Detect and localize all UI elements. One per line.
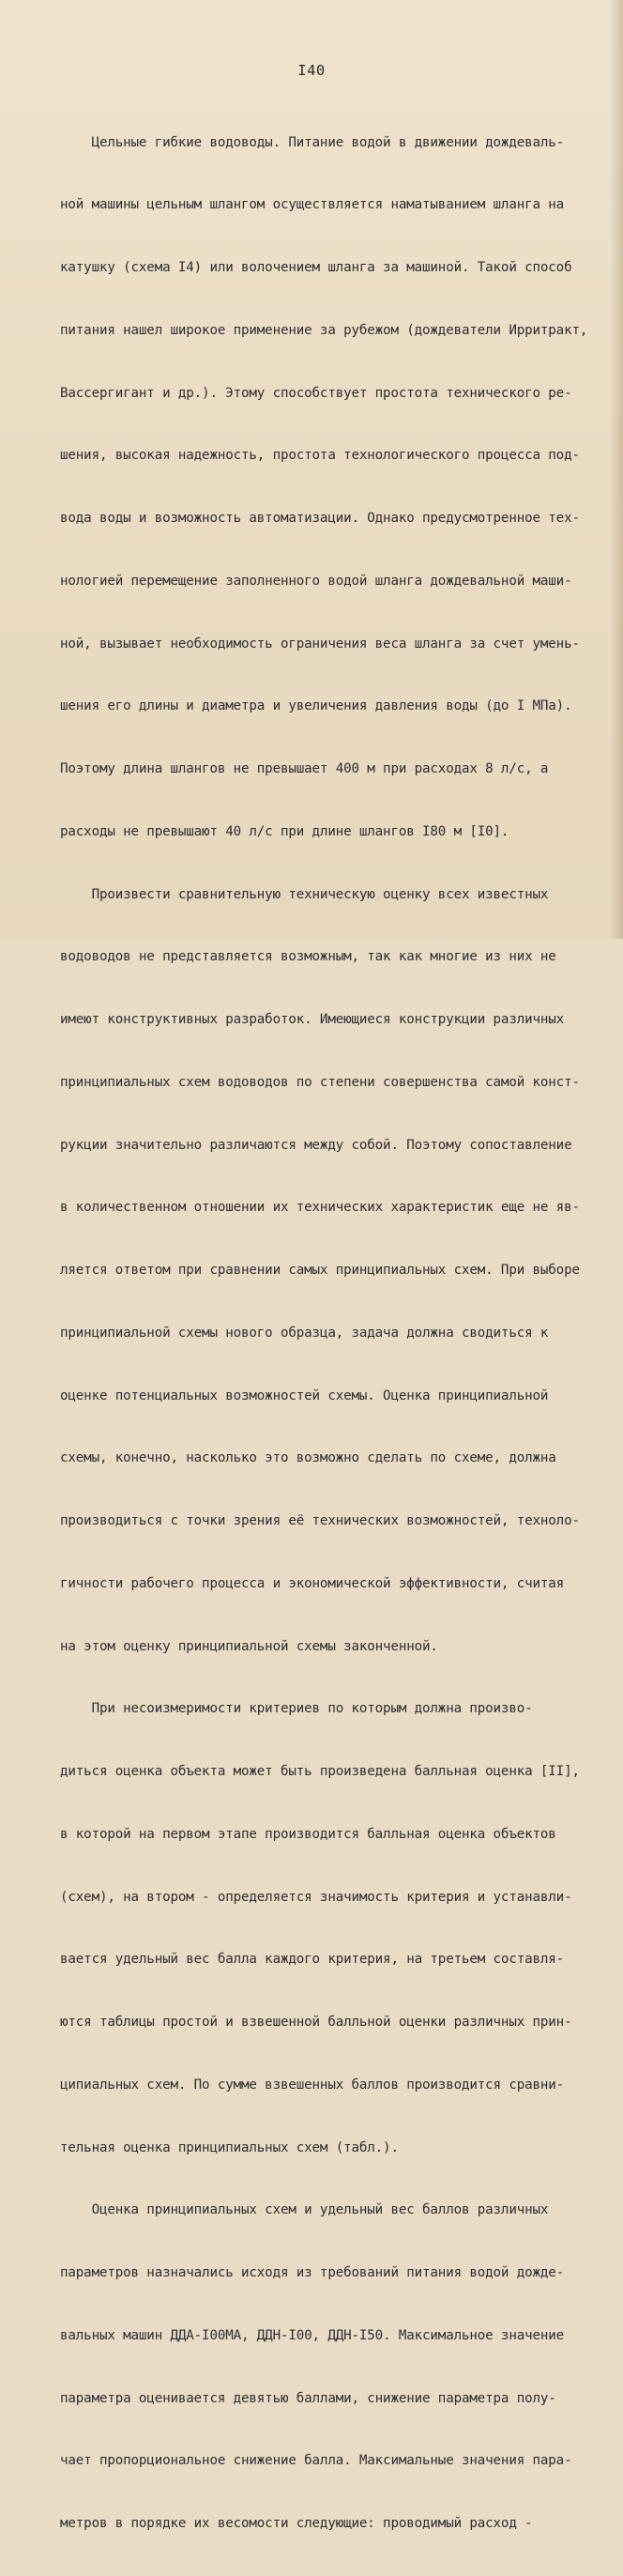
text-line: в количественном отношении их технических характеристик еще не яв-	[60, 1200, 580, 1216]
text-line: оценке потенциальных возможностей схемы. Оценка принципиальной	[60, 1388, 549, 1403]
text-line: шения, высокая надежность, простота технологического процесса под-	[60, 448, 580, 464]
text-line: расходы не превышают 40 л/с при длине шлангов I80 м [I0].	[60, 823, 509, 839]
text-line: метров в порядке их весомости следующие: проводимый расход -	[60, 2516, 533, 2531]
text-line: катушку (схема I4) или волочением шланга за машиной. Такой способ	[60, 260, 572, 275]
text-line: принципиальной схемы нового образца, задача должна сводиться к	[60, 1325, 549, 1341]
text-line: Вассергигант и др.). Этому способствует простота технического ре-	[60, 385, 572, 401]
text-line: вается удельный вес балла каждого критерия, на третьем составля-	[60, 1952, 565, 1968]
text-line: Произвести сравнительную техническую оценку всех известных	[60, 886, 549, 902]
text-line: ются таблицы простой и взвешенной балльной оценки различных прин-	[60, 2015, 572, 2030]
text-line: При несоизмеримости критериев по которым должна произво-	[60, 1701, 533, 1717]
text-line: рукции значительно различаются между собой. Поэтому сопоставление	[60, 1137, 572, 1153]
page-number: I40	[297, 62, 326, 79]
text-line: ципиальных схем. По сумме взвешенных баллов производится сравни-	[60, 2077, 565, 2093]
text-line: производиться с точки зрения её технических возможностей, техноло-	[60, 1513, 580, 1528]
body-text	[60, 90, 588, 2576]
text-line: Цельные гибкие водоводы. Питание водой в движении дождеваль-	[60, 134, 565, 150]
text-line: Оценка принципиальных схем и удельный вес баллов различных	[60, 2202, 549, 2218]
text-line: имеют конструктивных разработок. Имеющиеся конструкции различных	[60, 1012, 565, 1027]
text-line: гичности рабочего процесса и экономической эффективности, считая	[60, 1575, 565, 1591]
text-line: шения его длины и диаметра и увеличения давления воды (до I МПа).	[60, 698, 572, 714]
text-line: Поэтому длина шлангов не превышает 400 м при расходах 8 л/с, а	[60, 761, 549, 776]
text-line: питания нашел широкое применение за рубежом (дождеватели Ирритракт,	[60, 322, 588, 338]
text-line: ной машины цельным шлангом осуществляется наматыванием шланга на	[60, 197, 565, 213]
text-line: водоводов не представляется возможным, так как многие из них не	[60, 949, 556, 965]
text-line: вода воды и возможность автоматизации. Однако предусмотренное тех-	[60, 511, 580, 526]
text-line: тельная оценка принципиальных схем (табл.).	[60, 2139, 399, 2155]
text-line: в которой на первом этапе производится балльная оценка объектов	[60, 1826, 556, 1842]
text-line: параметра оценивается девятью баллами, снижение параметра полу-	[60, 2390, 556, 2406]
text-line: схемы, конечно, насколько это возможно сделать по схеме, должна	[60, 1450, 556, 1466]
text-line: вальных машин ДДА-I00МА, ДДН-I00, ДДН-I50. Максимальное значение	[60, 2327, 565, 2343]
text-line: диться оценка объекта может быть произведена балльная оценка [II],	[60, 1764, 580, 1779]
text-line: ной, вызывает необходимость ограничения веса шланга за счет умень-	[60, 636, 580, 652]
text-line: принципиальных схем водоводов по степени совершенства самой конст-	[60, 1074, 580, 1090]
text-line: на этом оценку принципиальной схемы законченной.	[60, 1638, 438, 1654]
text-line: нологией перемещение заполненного водой шланга дождевальной маши-	[60, 573, 572, 589]
text-line: параметров назначались исходя из требований питания водой дожде-	[60, 2265, 565, 2280]
text-line: ляется ответом при сравнении самых принципиальных схем. При выборе	[60, 1263, 580, 1278]
text-line: чает пропорциональное снижение балла. Максимальные значения пара-	[60, 2453, 572, 2469]
text-line: (схем), на втором - определяется значимость критерия и устанавли-	[60, 1889, 572, 1905]
